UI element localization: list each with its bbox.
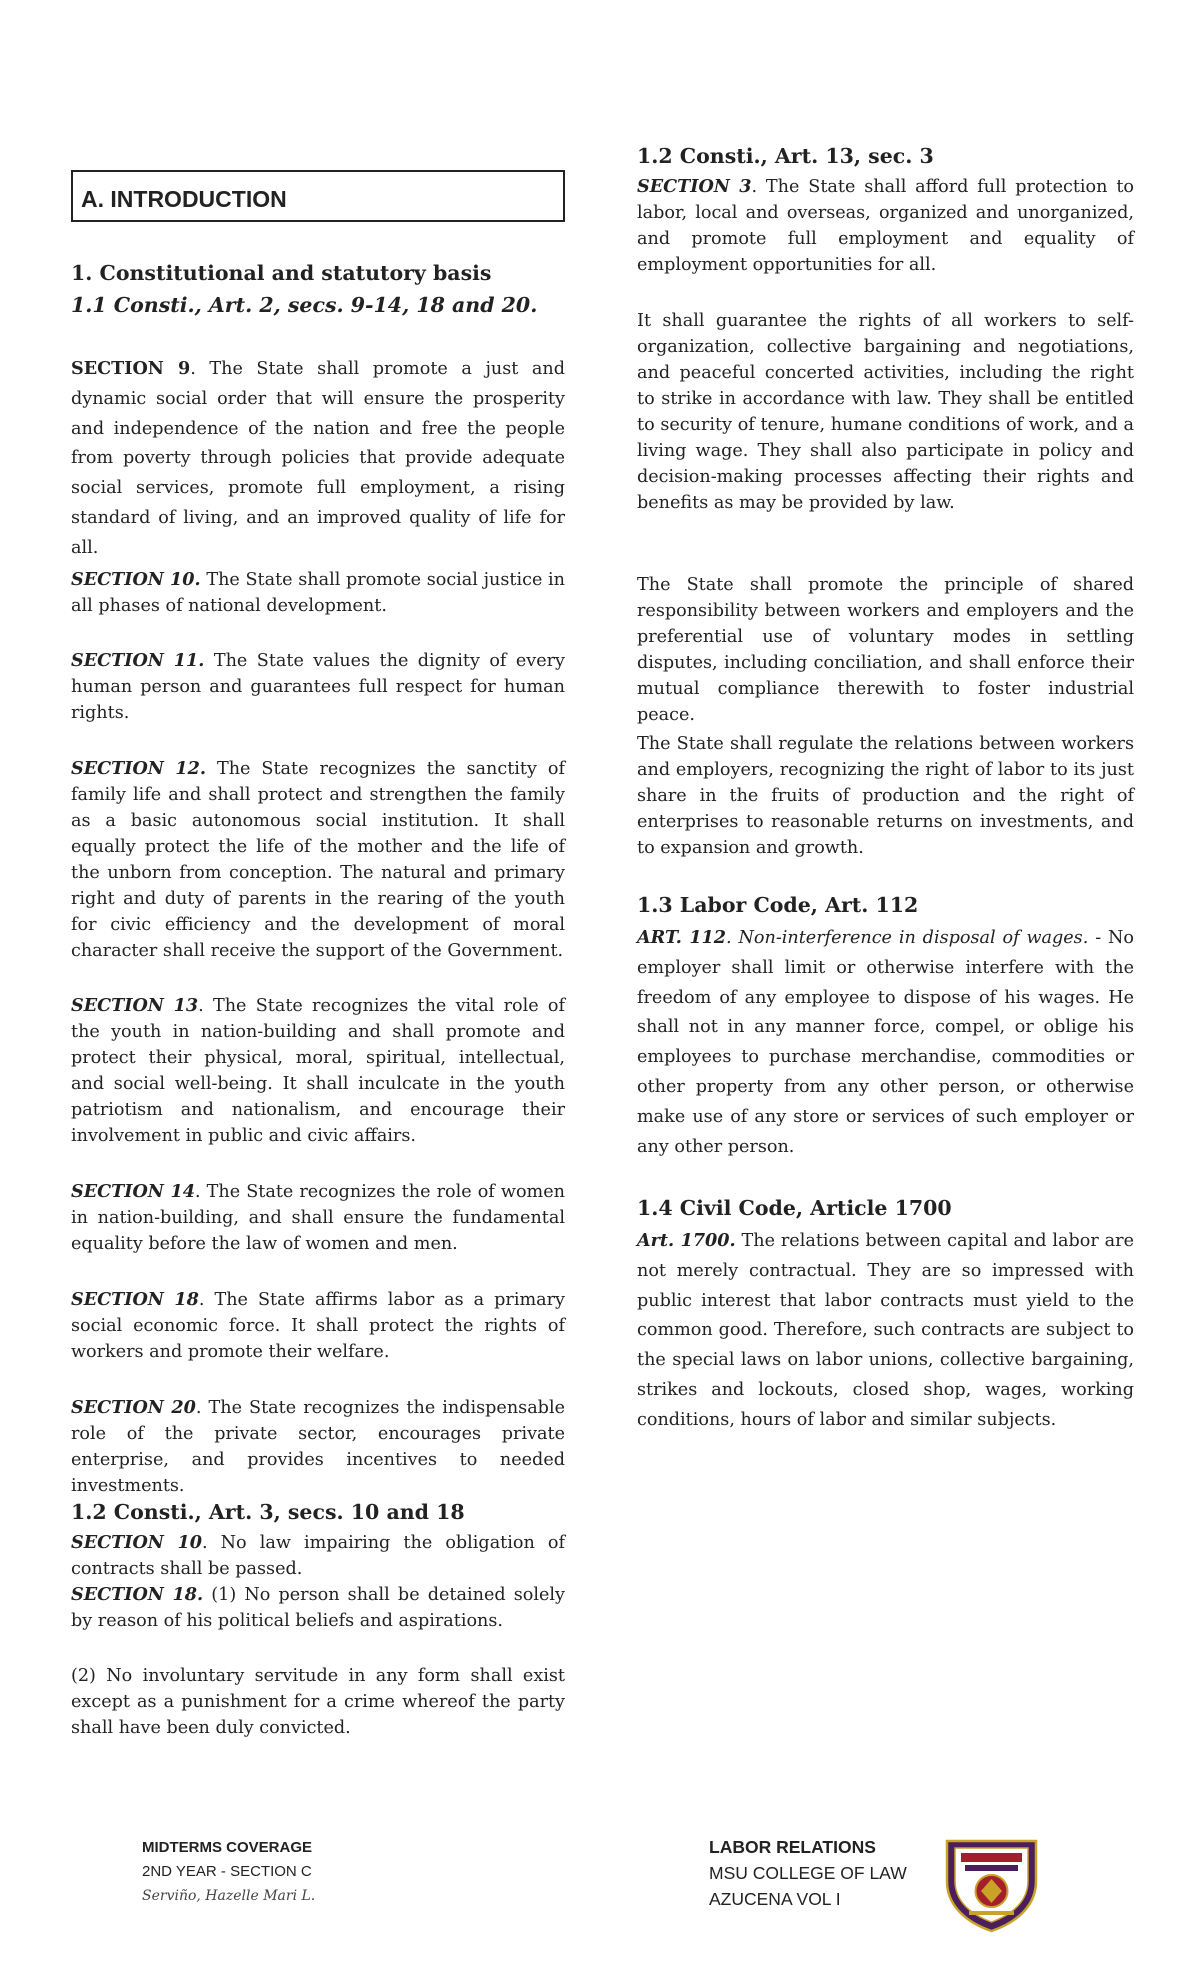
footer-right	[709, 1834, 907, 1912]
art2-section20	[71, 1395, 565, 1499]
section-label: SECTION 3	[637, 176, 752, 197]
art13-section3-par2: It shall guarantee the rights of all workers to self-organization, collective bargaining and negotiations, and peaceful concerted activities, including the right to strike in accordance with law. They shall be entitled to security of tenure, humane conditions of work, and a living wage. They shall also participate in policy and decision-making processes affecting their rights and benefits as may be provided by law.	[637, 311, 1134, 513]
section-text: . No law impairing the obligation of contracts shall be passed.	[71, 1533, 565, 1579]
heading-labor-code-112: 1.3 Labor Code, Art. 112	[637, 893, 919, 917]
section-text: The State shall promote social justice in all phases of national development.	[71, 570, 565, 616]
footer-left	[142, 1836, 315, 1908]
article-title: . Non-interference in disposal of wages.	[726, 928, 1089, 948]
section-text: . The State shall afford full protection to labor, local and overseas, organized and unorganized, and promote full employment and equality of employment opportunities for all.	[637, 177, 1134, 275]
art13-section3-par3: The State shall promote the principle of shared responsibility between workers and employers and the preferential use of voluntary modes in settling disputes, including conciliation, and shall enforce their mutual compliance therewith to foster industrial peace.	[637, 575, 1134, 725]
section-label: SECTION 11.	[71, 650, 205, 671]
section-text: The State recognizes the sanctity of family life and shall protect and strengthen the family as a basic autonomous social institution. It shall equally protect the life of the mother and the life of the unborn from conception. The natural and primary right and duty of parents in the rearing of the youth for civic efficiency and the development of moral character shall receive the support of the Government.	[71, 759, 565, 961]
heading-consti-art2: 1.1 Consti., Art. 2, secs. 9-14, 18 and 20.	[71, 293, 538, 317]
section-text: . The State recognizes the role of women in nation-building, and shall ensure the fundamental equality before the law of women and men.	[71, 1182, 565, 1254]
labor-code-art112	[637, 923, 1134, 1162]
art2-section9	[71, 354, 565, 564]
section-text: (1) No person shall be detained solely by reason of his political beliefs and aspirations.	[71, 1585, 565, 1631]
section-label: SECTION 9	[71, 358, 191, 379]
heading-constitutional-basis: 1. Constitutional and statutory basis	[71, 261, 492, 285]
art2-section18	[71, 1287, 565, 1365]
civil-code-art1700	[637, 1226, 1134, 1436]
footer-coverage: MIDTERMS COVERAGE	[142, 1839, 313, 1856]
section-label: SECTION 13	[71, 995, 199, 1016]
section-label: SECTION 12.	[71, 758, 206, 779]
heading-civil-code-1700: 1.4 Civil Code, Article 1700	[637, 1196, 952, 1220]
section-text: . The State recognizes the vital role of the youth in nation-building and shall promote and protect their physical, moral, spiritual, intellectual, and social well-being. It shall inculcate in the youth patriotism and nationalism, and encourage their involvement in public and civic affairs.	[71, 996, 565, 1146]
section-text: . The State recognizes the indispensable role of the private sector, encourages private enterprise, and provides incentives to needed investments.	[71, 1398, 565, 1496]
footer-signature: Serviño, Hazelle Mari L.	[142, 1888, 316, 1904]
art2-section11	[71, 648, 565, 726]
heading-consti-art3: 1.2 Consti., Art. 3, secs. 10 and 18	[71, 1500, 465, 1524]
heading-consti-art13: 1.2 Consti., Art. 13, sec. 3	[637, 144, 934, 168]
section-text: . The State shall promote a just and dynamic social order that will ensure the prosperity and independence of the nation and free the people from poverty through policies that provide adequate social services, promote full employment, a rising standard of living, and an improved quality of life for all.	[71, 359, 565, 558]
art2-section13	[71, 993, 565, 1149]
article-label: ART. 112	[637, 927, 727, 948]
footer-year-section: 2ND YEAR - SECTION C	[142, 1863, 312, 1880]
section-label: SECTION 10.	[71, 569, 201, 590]
section-label: SECTION 18	[71, 1289, 199, 1310]
article-text: The relations between capital and labor are not merely contractual. They are so impressed with public interest that labor contracts must yield to the common good. Therefore, such contracts are subject to the special laws on labor unions, collective bargaining, strikes and lockouts, closed shop, wages, working conditions, hours of labor and similar subjects.	[637, 1231, 1134, 1430]
section-text: The State values the dignity of every human person and guarantees full respect for human rights.	[71, 651, 565, 723]
section-label: SECTION 20	[71, 1397, 196, 1418]
article-label: Art. 1700.	[637, 1230, 736, 1251]
art3-section10	[71, 1530, 565, 1582]
article-text: - No employer shall limit or otherwise interfere with the freedom of any employee to dispose of his wages. He shall not in any manner force, compel, or oblige his employees to purchase merchandise, commodities or other property from any other person, or otherwise make use of any store or services of such employer or any other person.	[637, 928, 1134, 1157]
section-label: SECTION 14	[71, 1181, 195, 1202]
art2-section12	[71, 756, 565, 964]
footer-subject: LABOR RELATIONS	[709, 1837, 876, 1857]
section-title-box: A. INTRODUCTION	[71, 170, 565, 222]
msu-college-of-law-seal-icon	[941, 1833, 1042, 1933]
footer-reference: AZUCENA VOL I	[709, 1889, 841, 1909]
art3-section18	[71, 1582, 565, 1634]
art2-section14	[71, 1179, 565, 1257]
art13-section3	[637, 174, 1134, 278]
art2-section10	[71, 567, 565, 619]
art3-section18-par2: (2) No involuntary servitude in any form shall exist except as a punishment for a crime whereof the party shall have been duly convicted.	[71, 1666, 565, 1738]
section-label: SECTION 18.	[71, 1584, 204, 1605]
art13-section3-par4: The State shall regulate the relations between workers and employers, recognizing the right of labor to its just share in the fruits of production and the right of enterprises to reasonable returns on investments, and to expansion and growth.	[637, 734, 1134, 858]
section-label: SECTION 10	[71, 1532, 202, 1553]
section-text: . The State affirms labor as a primary social economic force. It shall protect the rights of workers and promote their welfare.	[71, 1290, 565, 1362]
footer-school: MSU COLLEGE OF LAW	[709, 1863, 907, 1883]
